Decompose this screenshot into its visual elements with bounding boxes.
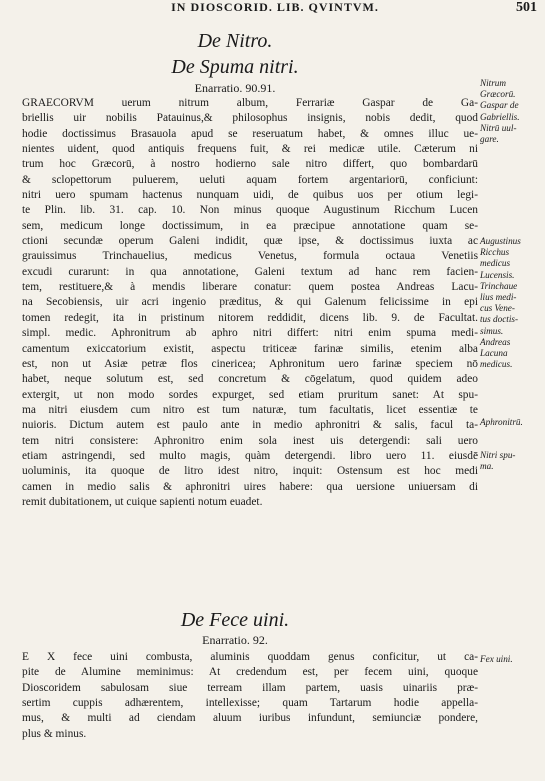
text-line: ma nitri eiusdem cum nitro est tum naturæ, tum facultatis, licet essentiæ te <box>22 403 478 416</box>
margin-note <box>480 78 542 145</box>
margin-note-line: medicus <box>480 258 511 269</box>
text-line: excudi curarunt: in qua annotatione, Galeni textum ad hanc rem facien- <box>22 265 478 278</box>
text-line: tem nitri consistere: Aphronitro enim sola inest uis detergendi: sali uero <box>22 434 478 447</box>
margin-note-line: gare. <box>480 134 499 145</box>
text-line: hodie doctissimus Brasauola apud se reseruatum habet, & omnes illuc ue- <box>22 127 478 140</box>
running-head: IN DIOSCORID. LIB. QVINTVM. <box>171 0 379 14</box>
margin-note-line: Augustinus <box>480 236 521 246</box>
text-line: nuioris. Dictum autem est paulo ante in medio aphronitri & salis, facul ta- <box>22 419 478 432</box>
text-line: tem, restituere,& à mendis liberare conatur: quem postea Andreas Lacu- <box>22 281 478 294</box>
text-line: E X fece uini combusta, aluminis quoddam genus conficitur, ut ca- <box>22 651 478 663</box>
margin-note-line: Aphronitrū. <box>480 417 523 427</box>
margin-note-line: lius medi- <box>480 292 517 303</box>
margin-note-line: simus. <box>480 325 504 336</box>
margin-note-line: Lacuna <box>480 348 508 359</box>
text-line: grauissimus Trinchauelius, medicus Venetus, formula octaua Venetiis <box>22 250 478 263</box>
margin-note-line: Nitrum <box>480 78 507 88</box>
section1-body <box>22 96 478 510</box>
margin-note-line: ma. <box>480 461 494 472</box>
text-line: extergit, ut non modo sordes expurget, sed etiam pruritum sanet: At spu- <box>22 388 478 401</box>
text-line: etiam astringendi, sed multo magis, quàm detergendi. libro uero 11. eiusdē <box>22 449 478 462</box>
margin-note-line: cus Vene- <box>480 303 515 314</box>
margin-note-line: Græcorū. <box>480 89 516 100</box>
page-number: 501 <box>516 0 537 15</box>
margin-note-line: tus doctis- <box>480 314 519 325</box>
margin-note-line: Lucensis. <box>480 269 515 280</box>
text-line: simpl. medic. Aphronitrum ab aphro nitri differt: nitri enim spuma medi- <box>22 327 478 340</box>
text-line: uoluminis, ita quoque de litro idest nitro, inquit: Ostensum est hoc medi <box>22 465 478 478</box>
text-line: camen in medio salis & aphronitri uires habere: qua uersione uniuersam di <box>22 480 478 493</box>
enarratio-heading-1: Enarratio. 90.91. <box>194 81 276 95</box>
margin-note <box>480 417 542 428</box>
margin-note-line: Ricchus <box>480 247 510 258</box>
text-line: habet, neque solutum est, sed concretum & cōgelatum, quod quidem adeo <box>22 373 478 386</box>
section-title-de-fece-uini: De Fece uini. <box>180 609 290 631</box>
text-line: GRAECORVM uerum nitrum album, Ferrariæ Gaspar de Ga- <box>22 97 478 109</box>
text-line: plus & minus. <box>22 727 87 740</box>
text-line: sertim cuppis adhærentem, intellexisse; quam Tartarum hodie appella- <box>22 697 478 710</box>
margin-note-line: Nitrū uul- <box>480 122 517 133</box>
text-line: te Plin. lib. 31. cap. 10. Non minus quoque Augustinum Ricchum Lucen <box>22 204 478 217</box>
text-line: camentum exiccatorium existit, aspectu triticeæ farinæ similis, etenim alba <box>22 342 478 355</box>
text-line: nientes uident, quod antiquis frequens fuit, & rei medicæ utile. Cæterum ni <box>22 143 478 156</box>
margin-note-line: Andreas <box>480 336 511 347</box>
text-line: pite de Alumine meminimus: At credendum est, per fecem uini, quoque <box>22 666 478 679</box>
text-line: mus, & multi ad ciendam aluum iuribus infundunt, semiunciæ pondere, <box>22 712 478 725</box>
margin-note-line: Trinchaue <box>480 280 518 291</box>
text-line: remit dubitationem, ut cuique sapienti notum euadet. <box>22 495 263 508</box>
margin-note-line: medicus. <box>480 359 513 370</box>
text-line: Dioscoridem sabulosam siue terream illam partem, uasis uinariis præ- <box>22 681 478 694</box>
margin-note <box>480 450 542 472</box>
margin-note <box>480 654 542 665</box>
text-line: tomen redegit, ita in pristinum nitorem reddidit, dicens lib. 9. de Facultat. <box>22 311 478 324</box>
margin-note-line: Gabriellis. <box>480 111 520 122</box>
margin-note <box>480 236 542 370</box>
text-line: est, non ut Asiæ petræ flos cinericea; Aphronitum uero farinæ speciem nō <box>22 357 478 370</box>
text-line: na Secobiensis, uir acri ingenio præditus, & qui Galenum felicissime in epi <box>22 296 478 309</box>
section-subtitle-de-spuma-nitri: De Spuma nitri. <box>171 56 299 78</box>
section2-body <box>22 650 478 742</box>
margin-note-line: Nitri spu- <box>480 450 516 460</box>
text-line: & sclopettorum puluerem, ueluti aquam fortem argentariorū, conficiunt: <box>22 173 478 186</box>
text-line: briellis uir nobilis Patauinus,& philosophus insignis, nobis dedit, quod <box>22 112 478 125</box>
text-line: ctioni secundæ operum Galeni indidit, quæ ipse, & doctissimus iuxta ac <box>22 235 478 248</box>
section-title-de-nitro: De Nitro. <box>197 30 273 52</box>
enarratio-heading-2: Enarratio. 92. <box>202 633 268 647</box>
text-line: sem, medicum longe doctissimum, in ea præcipue annotatione quam se- <box>22 219 478 232</box>
text-line: nitri uero spumam hactenus nunquam uidi, de quibus uos per otium legi- <box>22 189 478 202</box>
margin-note-line: Fex uini. <box>480 654 513 664</box>
text-line: trum hoc Græcorū, à nostro hodierno sale nitro differt, quo bombardarū <box>22 158 478 171</box>
margin-note-line: Gaspar de <box>480 100 519 111</box>
